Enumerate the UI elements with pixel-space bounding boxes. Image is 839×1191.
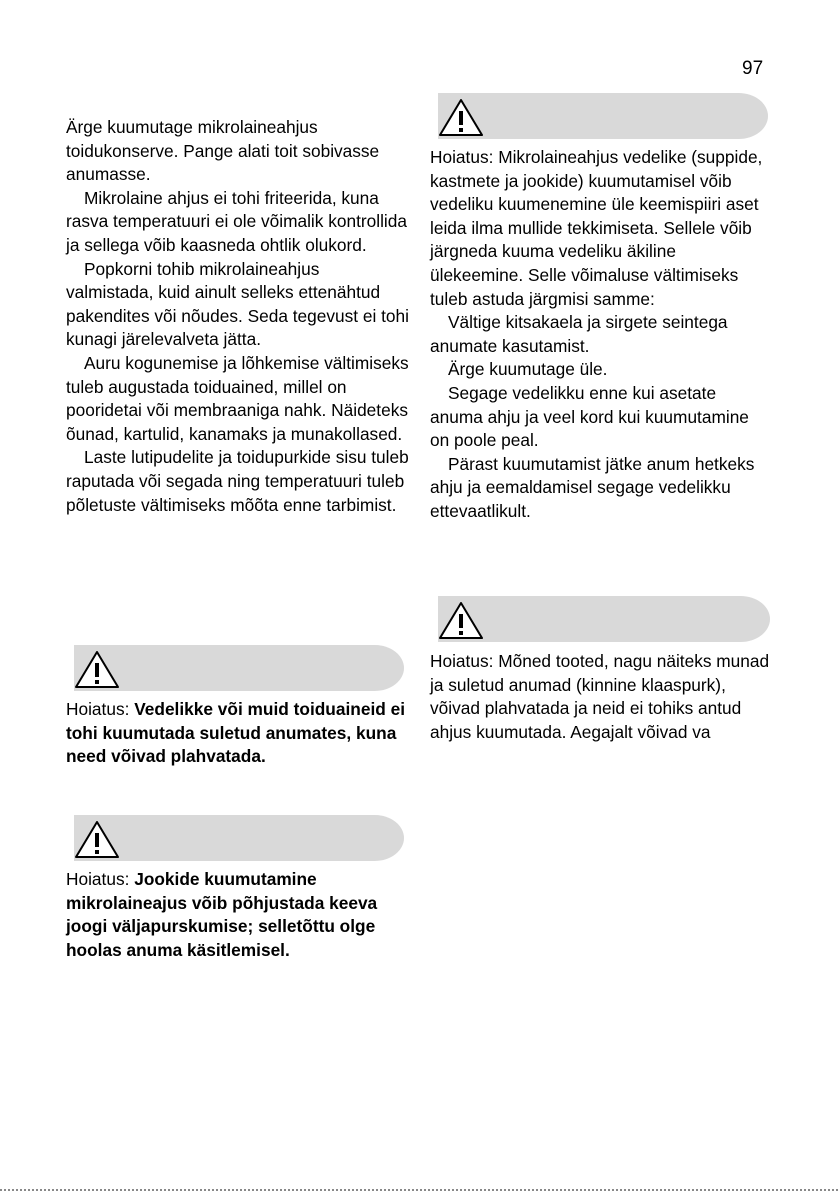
warning-banner (70, 815, 404, 861)
warning-message: Hoiatus: Mõned tooted, nagu näiteks munad ja suletud anumad (kinnine klaaspurk), võivad plahvatada ja neid ei tohiks antud ahjus kuumutada. Aegajalt võivad va (430, 651, 770, 742)
warning-triangle-icon (74, 649, 120, 689)
warning-label: Hoiatus: (66, 699, 135, 719)
warning-triangle-icon (438, 97, 484, 137)
warning-banner (434, 596, 770, 642)
warning-triangle-icon (74, 819, 120, 859)
warning-banner (70, 645, 404, 691)
warning-text (66, 868, 406, 962)
warning-text: Hoiatus: Mikrolaineahjus vedelike (suppide, kastmete ja jookide) kuumutamisel võib vedeliku kuumenemine üle keemispiiri aset leida ilma mullide tekkimiseta. Sellele võib järgneda kuuma vedeliku äkiline ülekeemine. Selle võimaluse vältimiseks tuleb astuda järgmisi samme: (430, 147, 763, 309)
step-item: Ärge kuumutage üle. (448, 359, 608, 380)
right-column-text (430, 146, 772, 524)
left-column-text (66, 116, 410, 517)
paragraph: Popkorni tohib mikrolaineahjus valmistada, kuid ainult selleks ettenähtud pakendites või nõudes. Seda tegevust ei tohi kunagi järelevalveta jätta. (66, 258, 409, 350)
paragraph: Laste lutipudelite ja toidupurkide sisu tuleb raputada või segada ning temperatuuri tuleb põletuste vältimiseks mõõta enne tarbimist. (66, 447, 409, 515)
step-item: Vältige kitsakaela ja sirgete seintega anumate kasutamist. (430, 312, 728, 356)
warning-banner (434, 93, 768, 139)
warning-text (430, 650, 772, 744)
page-number: 97 (742, 58, 764, 79)
warning-text (66, 698, 406, 769)
warning-triangle-icon (438, 600, 484, 640)
paragraph: Ärge kuumutage mikrolaineahjus toidukonserve. Pange alati toit sobivasse anumasse. (66, 117, 380, 185)
paragraph: Mikrolaine ahjus ei tohi friteerida, kuna rasva temperatuuri ei ole võimalik kontrollida ja sellega võib kaasneda ohtlik olukord. (66, 187, 407, 255)
step-item: Segage vedelikku enne kui asetate anuma ahju ja veel kord kui kuumutamine on poole peal. (430, 382, 749, 451)
warning-message: Jookide kuumutamine mikrolaineajus võib põhjustada keeva joogi väljapurskumise; selletõttu olge hoolas anuma käsitlemisel. (66, 869, 378, 960)
step-item: Pärast kuumutamist jätke anum hetkeks ahju ja eemaldamisel segage vedelikku ettevaatlikult. (430, 453, 755, 521)
paragraph: Auru kogunemise ja lõhkemise vältimiseks tuleb augustada toiduained, millel on pooridetai või membraaniga nahk. Näideteks õunad, kartulid, kanamaks ja munakollased. (66, 352, 409, 444)
warning-message: Vedelikke või muid toiduaineid ei tohi kuumutada suletud anumates, kuna need võivad plahvatada. (66, 699, 406, 767)
warning-label: Hoiatus: (66, 869, 135, 889)
